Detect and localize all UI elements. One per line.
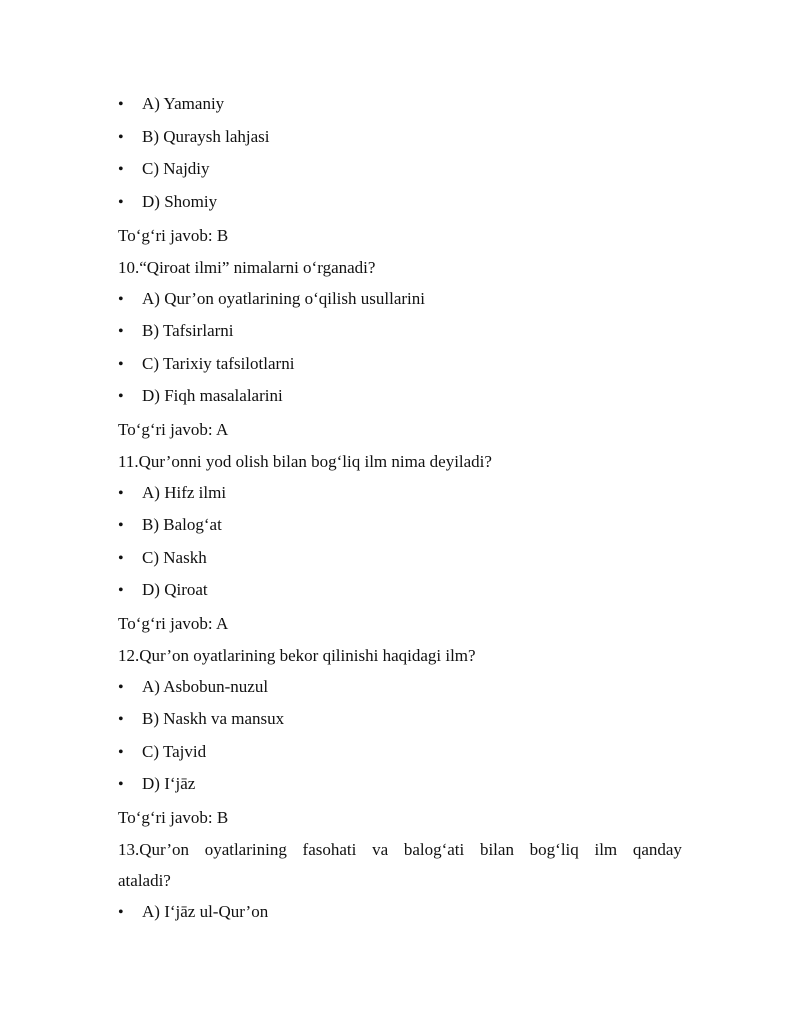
- option-text: A) Asbobun-nuzul: [142, 677, 269, 696]
- word: va: [372, 840, 389, 859]
- line-02: [118, 127, 269, 148]
- option-text: B) Quraysh lahjasi: [142, 127, 270, 146]
- justified-words: [118, 840, 682, 860]
- option-text: A) I‘jāz ul-Qur’on: [142, 902, 269, 921]
- line-26: [118, 902, 268, 923]
- option-text: A) Qur’on oyatlarining o‘qilish usullarini: [142, 289, 425, 308]
- bullet-icon: •: [118, 291, 124, 308]
- word: oyatlarining: [204, 840, 287, 859]
- word: balog‘ati: [403, 840, 465, 859]
- bullet-icon: •: [118, 517, 124, 534]
- option-text: D) Shomiy: [142, 192, 218, 211]
- line-01: [118, 94, 224, 115]
- line-21: [118, 774, 195, 795]
- line-08: [118, 354, 294, 375]
- question-12: 12.Qur’on oyatlarining bekor qilinishi haqidagi ilm?: [118, 646, 476, 665]
- line-12: [118, 483, 226, 504]
- answer-line: To‘g‘ri javob: B: [118, 226, 229, 245]
- answer-line: To‘g‘ri javob: A: [118, 614, 229, 633]
- option-text: D) Fiqh masalalarini: [142, 386, 283, 405]
- option-text: D) Qiroat: [142, 580, 208, 599]
- line-07: [118, 321, 234, 342]
- option-text: C) Najdiy: [142, 159, 210, 178]
- option-text: D) I‘jāz: [142, 774, 196, 793]
- option-text: B) Naskh va mansux: [142, 709, 285, 728]
- bullet-icon: •: [118, 356, 124, 373]
- word: bog‘liq: [529, 840, 579, 859]
- bullet-icon: •: [118, 711, 124, 728]
- question-10: 10.“Qiroat ilmi” nimalarni o‘rganadi?: [118, 258, 376, 277]
- bullet-icon: •: [118, 388, 124, 405]
- option-text: C) Tarixiy tafsilotlarni: [142, 354, 295, 373]
- answer-line: To‘g‘ri javob: A: [118, 420, 229, 439]
- bullet-icon: •: [118, 679, 124, 696]
- question-11: 11.Qur’onni yod olish bilan bog‘liq ilm nima deyiladi?: [118, 452, 492, 471]
- question-13: [118, 840, 682, 860]
- line-20: [118, 742, 206, 763]
- bullet-icon: •: [118, 194, 124, 211]
- line-13: [118, 515, 222, 536]
- line-18: [118, 677, 268, 698]
- line-06: [118, 289, 425, 310]
- word: qanday: [632, 840, 682, 859]
- bullet-icon: •: [118, 96, 124, 113]
- bullet-icon: •: [118, 129, 124, 146]
- line-14: [118, 548, 207, 569]
- word: ilm: [594, 840, 618, 859]
- line-03: [118, 159, 210, 180]
- line-19: [118, 709, 284, 730]
- bullet-icon: •: [118, 744, 124, 761]
- bullet-icon: •: [118, 550, 124, 567]
- word: bilan: [479, 840, 514, 859]
- option-text: C) Tajvid: [142, 742, 207, 761]
- option-text: A) Hifz ilmi: [142, 483, 227, 502]
- option-text: A) Yamaniy: [142, 94, 225, 113]
- bullet-icon: •: [118, 161, 124, 178]
- bullet-icon: •: [118, 776, 124, 793]
- bullet-icon: •: [118, 323, 124, 340]
- bullet-icon: •: [118, 904, 124, 921]
- option-text: B) Balog‘at: [142, 515, 222, 534]
- word: 13.Qur’on: [118, 840, 189, 859]
- option-text: B) Tafsirlarni: [142, 321, 234, 340]
- line-15: [118, 580, 208, 601]
- bullet-icon: •: [118, 485, 124, 502]
- word: fasohati: [302, 840, 357, 859]
- option-text: C) Naskh: [142, 548, 207, 567]
- bullet-icon: •: [118, 582, 124, 599]
- answer-line: To‘g‘ri javob: B: [118, 808, 229, 827]
- line-04: [118, 192, 217, 213]
- question-13-continuation: ataladi?: [118, 871, 171, 890]
- line-09: [118, 386, 283, 407]
